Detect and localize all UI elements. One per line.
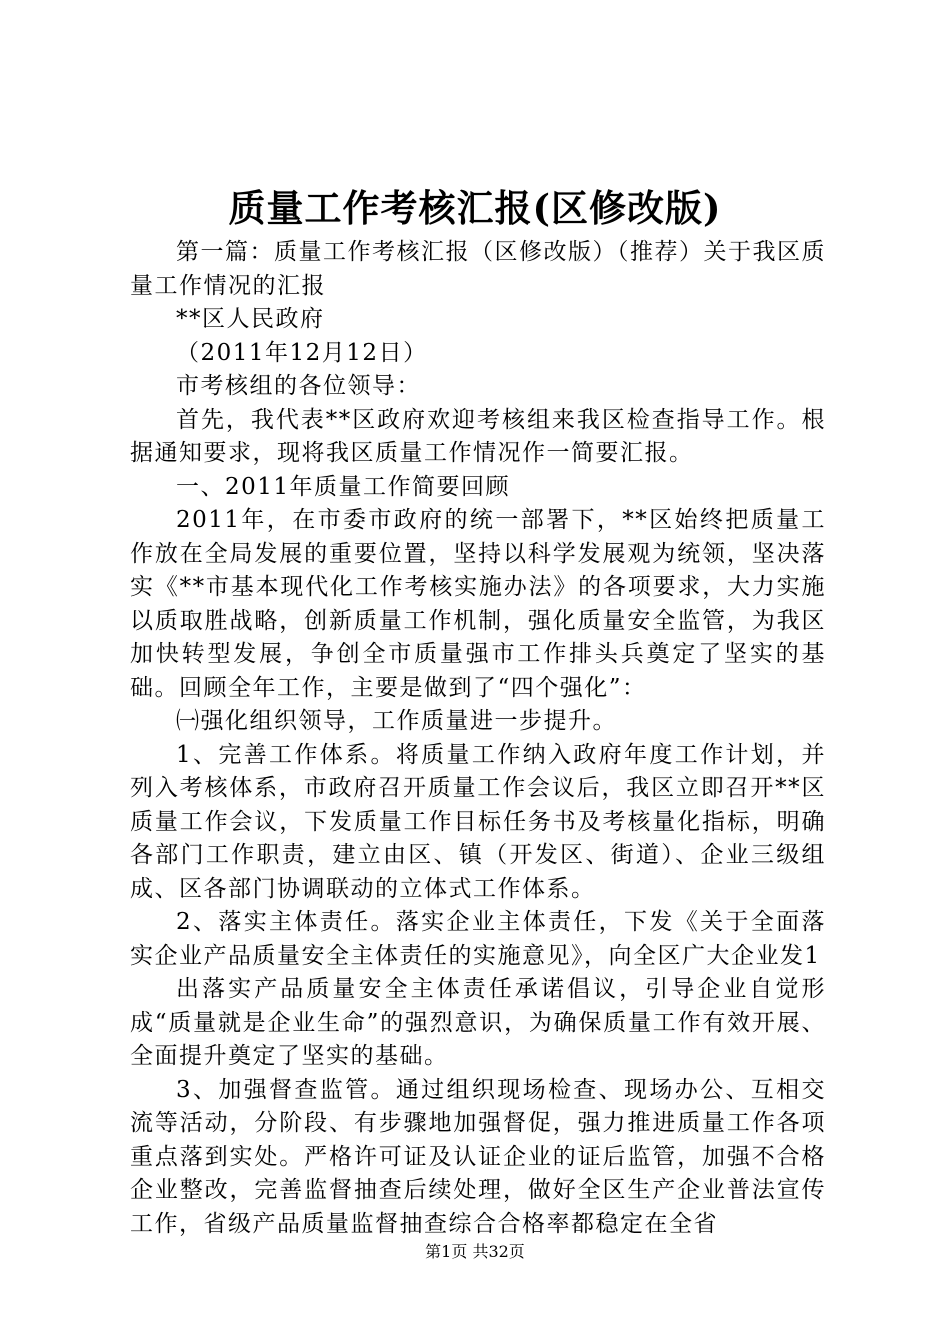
paragraph: 3、加强督查监管。通过组织现场检查、现场办公、互相交流等活动，分阶段、有步骤地加强督促，强力推进质量工作各项重点落到实处。严格许可证及认证企业的证后监管，加强不合格企业整改，完善监督抽查后续处理，做好全区生产企业普法宣传工作，省级产品质量监督抽查综合合格率都稳定在全省 <box>130 1076 826 1237</box>
paragraph: 第一篇：质量工作考核汇报（区修改版）（推荐）关于我区质量工作情况的汇报 <box>130 239 826 299</box>
paragraph: ㈠强化组织领导，工作质量进一步提升。 <box>176 708 617 734</box>
paragraph: （2011年12月12日） <box>176 339 428 366</box>
document-title: 质量工作考核汇报(区修改版) <box>228 186 722 230</box>
paragraph: 2011年，在市委市政府的统一部署下，**区始终把质量工作放在全局发展的重要位置，坚持以科学发展观为统领，坚决落实《**市基本现代化工作考核实施办法》的各项要求，大力实施以质取胜战略，创新质量工作机制，强化质量安全监管，为我区加快转型发展，争创全市质量强市工作排头兵奠定了坚实的基础。回顾全年工作，主要是做到了“四个强化”： <box>130 507 826 701</box>
paragraph: 1、完善工作体系。将质量工作纳入政府年度工作计划，并列入考核体系，市政府召开质量工作会议后，我区立即召开**区质量工作会议，下发质量工作目标任务书及考核量化指标，明确各部门工作职责，建立由区、镇（开发区、街道）、企业三级组成、区各部门协调联动的立体式工作体系。 <box>130 741 826 902</box>
document-body <box>130 236 826 1241</box>
paragraph: **区人民政府 <box>176 306 325 332</box>
paragraph: 2、落实主体责任。落实企业主体责任，下发《关于全面落实企业产品质量安全主体责任的实施意见》，向全区广大企业发1 <box>130 909 826 969</box>
paragraph: 市考核组的各位领导： <box>176 373 421 399</box>
page-footer: 第1页 共32页 <box>425 1242 525 1261</box>
paragraph: 首先，我代表**区政府欢迎考核组来我区检查指导工作。根据通知要求，现将我区质量工作情况作一简要汇报。 <box>130 406 826 466</box>
paragraph: 一、2011年质量工作简要回顾 <box>176 473 511 500</box>
paragraph: 出落实产品质量安全主体责任承诺倡议，引导企业自觉形成“质量就是企业生命”的强烈意识，为确保质量工作有效开展、全面提升奠定了坚实的基础。 <box>130 976 826 1069</box>
